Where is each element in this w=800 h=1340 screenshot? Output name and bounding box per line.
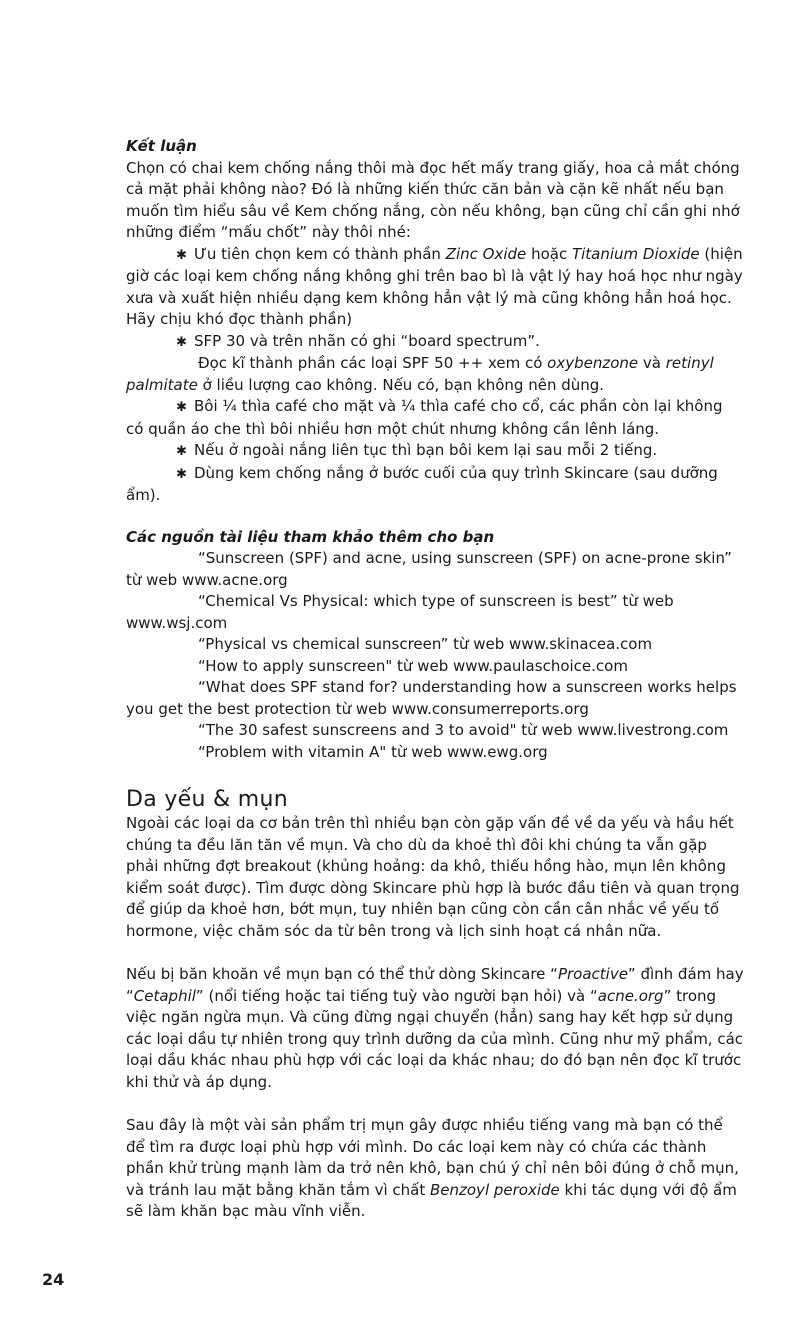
reference-item: “Chemical Vs Physical: which type of sunscreen is best” từ web www.wsj.com bbox=[126, 592, 674, 632]
conclusion-heading: Kết luận bbox=[126, 137, 197, 155]
star-bullet-icon: ✱ bbox=[176, 334, 187, 350]
star-bullet-icon: ✱ bbox=[176, 444, 187, 459]
reference-item: “What does SPF stand for? understanding how a sunscreen works helps you get the best protection từ web www.consumerreports.org bbox=[126, 678, 737, 718]
page-number: 24 bbox=[42, 1270, 65, 1289]
reference-item: “How to apply sunscreen" từ web www.paulaschoice.com bbox=[198, 656, 628, 675]
star-bullet-icon: ✱ bbox=[176, 400, 187, 415]
star-bullet-icon: ✱ bbox=[176, 247, 187, 263]
acne-paragraph-3: Sau đây là một vài sản phẩm trị mụn gây được nhiều tiếng vang mà bạn có thể để tìm ra được loại phù hợp với mình. Do các loại kem này có chứa các thành phần khử trùng mạnh làm da trở nên khô, bạn chú ý chỉ nên bôi đúng ở chỗ mụn, và tránh lau mặt bằng khăn tắm vì chất Benzoyl peroxide khi tác dụng với độ ẩm sẽ làm khăn bạc màu vĩnh viễn. bbox=[126, 1116, 739, 1220]
reference-item: “Problem with vitamin A" từ web www.ewg.org bbox=[198, 742, 548, 761]
bullet-item: ✱ Ưu tiên chọn kem có thành phần Zinc Oxide hoặc Titanium Dioxide (hiện giờ các loại kem chống nắng không ghi trên bao bì là vật lý hay hoá học như ngày xưa và xuất hiện nhiều dạng kem không hẳn vật lý mà cũng không hẳn hoá học. Hãy chịu khó đọc thành phần) bbox=[126, 244, 743, 328]
bullet-item: ✱ Bôi ¼ thìa café cho mặt và ¼ thìa café cho cổ, các phần còn lại không có quần áo che thì bôi nhiều hơn một chút nhưng không cần lênh láng. bbox=[126, 397, 723, 438]
star-bullet-icon: ✱ bbox=[176, 466, 187, 482]
reference-item: “Physical vs chemical sunscreen” từ web www.skinacea.com bbox=[198, 635, 653, 653]
page-content bbox=[126, 136, 744, 1223]
reference-item: “Sunscreen (SPF) and acne, using sunscreen (SPF) on acne-prone skin” từ web www.acne.org bbox=[126, 549, 732, 589]
bullet-item: ✱ Nếu ở ngoài nắng liên tục thì bạn bôi kem lại sau mỗi 2 tiếng. bbox=[126, 440, 744, 463]
references-heading: Các nguồn tài liệu tham khảo thêm cho bạn bbox=[126, 527, 495, 546]
acne-heading: Da yếu & mụn bbox=[126, 787, 288, 812]
conclusion-intro: Chọn có chai kem chống nắng thôi mà đọc hết mấy trang giấy, hoa cả mắt chóng cả mặt phải không nào? Đó là những kiến thức căn bản và cặn kẽ nhất nếu bạn muốn tìm hiểu sâu về Kem chống nắng, còn nếu không, bạn cũng chỉ cần ghi nhớ những điểm “mấu chốt” này thôi nhé: bbox=[126, 158, 740, 241]
bullet-item-no-mark: Đọc kĩ thành phần các loại SPF 50 ++ xem có oxybenzone và retinyl palmitate ở liều lượng cao không. Nếu có, bạn không nên dùng. bbox=[126, 354, 714, 394]
reference-item: “The 30 safest sunscreens and 3 to avoid" từ web www.livestrong.com bbox=[198, 721, 729, 739]
bullet-item: ✱ SFP 30 và trên nhãn có ghi “board spectrum”. bbox=[126, 331, 744, 354]
bullet-item: ✱ Dùng kem chống nắng ở bước cuối của quy trình Skincare (sau dưỡng ẩm). bbox=[126, 463, 718, 504]
acne-paragraph-1: Ngoài các loại da cơ bản trên thì nhiều bạn còn gặp vấn đề về da yếu và hầu hết chúng ta đều lăn tăn về mụn. Và cho dù da khoẻ thì đôi khi chúng ta vẫn gặp phải những đợt breakout (khủng hoảng: da khô, thiếu hồng hào, mụn lên không kiểm soát được). Tìm được dòng Skincare phù hợp là bước đầu tiên và quan trọng để giúp da khoẻ hơn, bớt mụn, tuy nhiên bạn cũng còn cần cân nhắc về yếu tố hormone, việc chăm sóc da từ bên trong và lịch sinh hoạt cá nhân nữa. bbox=[126, 814, 740, 940]
acne-paragraph-2: Nếu bị băn khoăn về mụn bạn có thể thử dòng Skincare “Proactive” đình đám hay “Cetaphil” (nổi tiếng hoặc tai tiếng tuỳ vào người bạn hỏi) và “acne.org” trong việc ngăn ngừa mụn. Và cũng đừng ngại chuyển (hẳn) sang hay kết hợp sử dụng các loại dầu tự nhiên trong quy trình dưỡng da của mình. Cũng như mỹ phẩm, các loại dầu khác nhau phù hợp với các loại da khác nhau; do đó bạn nên đọc kĩ trước khi thử và áp dụng. bbox=[126, 965, 744, 1091]
